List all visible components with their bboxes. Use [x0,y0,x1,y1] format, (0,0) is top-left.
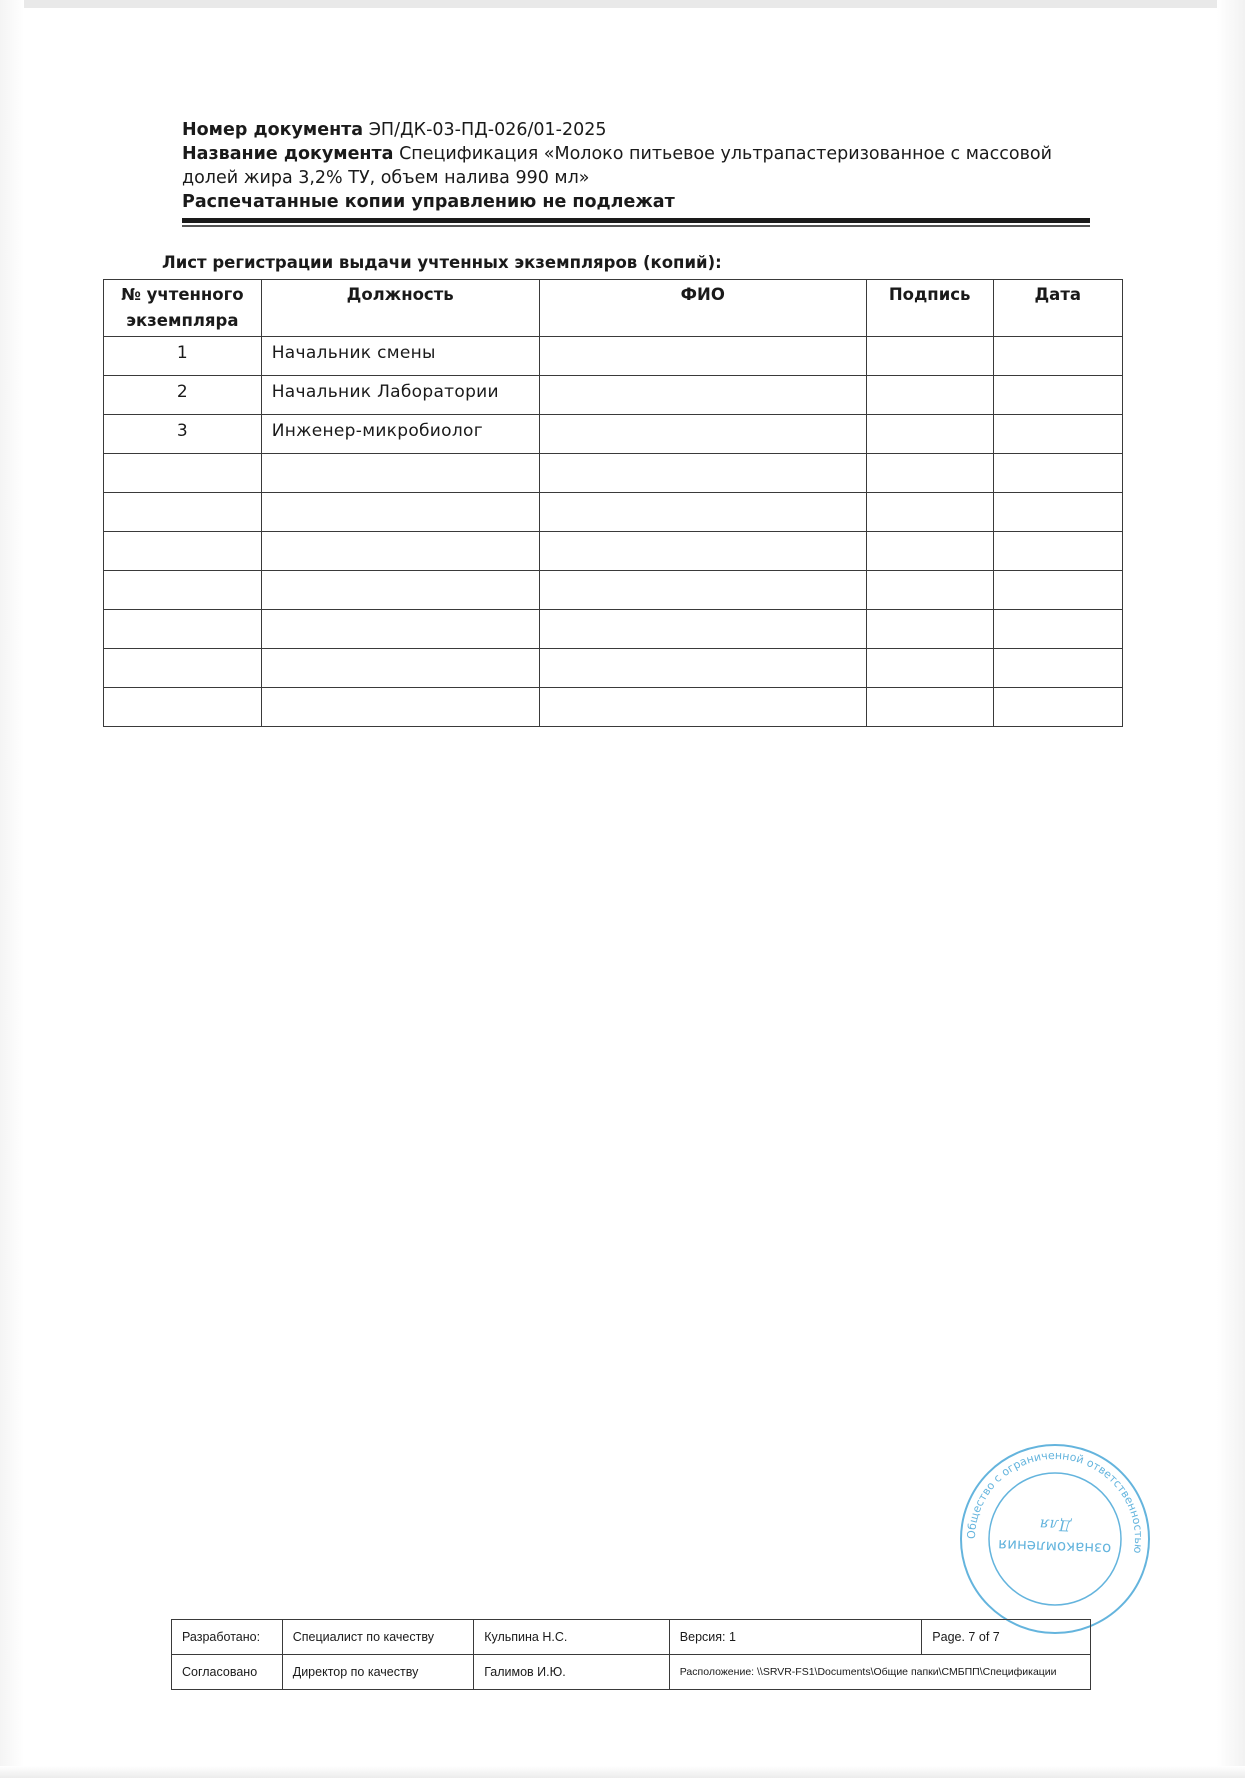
header-rule-thin [182,225,1090,227]
cell-fio [539,571,866,610]
cell-copy-number [104,571,262,610]
table-header-row [104,280,1123,337]
cell-date [993,532,1122,571]
stamp-center-text-1: Для [1039,1515,1072,1535]
sheet-title: Лист регистрации выдачи учтенных экземпляров (копий): [162,253,722,272]
cell-copy-number: 3 [104,415,262,454]
cell-fio [539,415,866,454]
cell-date [993,610,1122,649]
doc-number-label: Номер документа [182,120,364,140]
cell-signature [866,571,993,610]
cell-date [993,571,1122,610]
cell-position [261,454,539,493]
cell-position [261,493,539,532]
footer-row-developed [172,1620,1091,1655]
cell-copy-number [104,610,262,649]
cell-fio [539,376,866,415]
cell-date [993,649,1122,688]
registration-table [103,279,1123,727]
cell-position: Начальник смены [261,337,539,376]
cell-fio [539,649,866,688]
cell-fio [539,610,866,649]
doc-name-line [182,142,1092,166]
footer-location: Расположение: \\SRVR-FS1\Documents\Общие папки\СМБПП\Спецификации [669,1655,1090,1690]
cell-signature [866,610,993,649]
cell-position: Инженер-микробиолог [261,415,539,454]
cell-copy-number: 2 [104,376,262,415]
footer-developed-name: Кульпина Н.С. [474,1620,670,1655]
footer-developed-role: Специалист по качеству [282,1620,473,1655]
table-row [104,688,1123,727]
stamp-center-text-2: ознакомления [997,1536,1112,1558]
cell-fio [539,532,866,571]
doc-name-value-1: Спецификация «Молоко питьевое ультрапастеризованное с массовой [399,144,1052,164]
cell-date [993,688,1122,727]
cell-signature [866,532,993,571]
cell-fio [539,337,866,376]
document-header [182,118,1092,214]
header-fio: ФИО [539,280,866,337]
table-row [104,532,1123,571]
cell-date [993,415,1122,454]
header-rule [182,218,1090,223]
cell-position [261,610,539,649]
table-body [104,337,1123,727]
cell-copy-number: 1 [104,337,262,376]
cell-date [993,337,1122,376]
scan-edge-right [1217,0,1245,1778]
cell-signature [866,454,993,493]
table-row [104,493,1123,532]
header-date: Дата [993,280,1122,337]
table-row [104,415,1123,454]
header-signature: Подпись [866,280,993,337]
scan-edge-left [0,0,24,1778]
doc-number-value: ЭП/ДК-03-ПД-026/01-2025 [368,120,607,140]
cell-date [993,376,1122,415]
cell-copy-number [104,532,262,571]
cell-signature [866,493,993,532]
cell-fio [539,688,866,727]
cell-position [261,571,539,610]
doc-number-line [182,118,1092,142]
footer-version: Версия: 1 [669,1620,922,1655]
footer-approved-label: Согласовано [172,1655,283,1690]
table-row [104,454,1123,493]
cell-copy-number [104,454,262,493]
stamp-ring-text: Общество с ограниченной ответственностью [964,1448,1146,1555]
footer-approved-name: Галимов И.Ю. [474,1655,670,1690]
scan-edge-top [0,0,1245,8]
cell-position [261,649,539,688]
header-copy-number: № учтенного экземпляра [104,280,262,337]
stamp-seal [950,1444,1160,1634]
cell-signature [866,376,993,415]
cell-signature [866,337,993,376]
footer-approved-role: Директор по качеству [282,1655,473,1690]
footer-row-approved [172,1655,1091,1690]
header-position: Должность [261,280,539,337]
cell-position: Начальник Лаборатории [261,376,539,415]
cell-position [261,532,539,571]
table-row [104,337,1123,376]
cell-date [993,454,1122,493]
cell-signature [866,649,993,688]
table-row [104,649,1123,688]
cell-copy-number [104,649,262,688]
table-row [104,571,1123,610]
cell-copy-number [104,493,262,532]
doc-name-line-2: долей жира 3,2% ТУ, объем налива 990 мл» [182,168,590,188]
cell-signature [866,415,993,454]
cell-fio [539,493,866,532]
cell-position [261,688,539,727]
cell-copy-number [104,688,262,727]
doc-name-label: Название документа [182,144,394,164]
cell-fio [539,454,866,493]
table-row [104,610,1123,649]
scan-edge-bottom [0,1766,1245,1778]
cell-signature [866,688,993,727]
footer-developed-label: Разработано: [172,1620,283,1655]
footer-table [171,1619,1091,1690]
table-row [104,376,1123,415]
cell-date [993,493,1122,532]
copies-notice: Распечатанные копии управлению не подлежат [182,192,675,212]
footer-page: Page. 7 of 7 [922,1620,1091,1655]
